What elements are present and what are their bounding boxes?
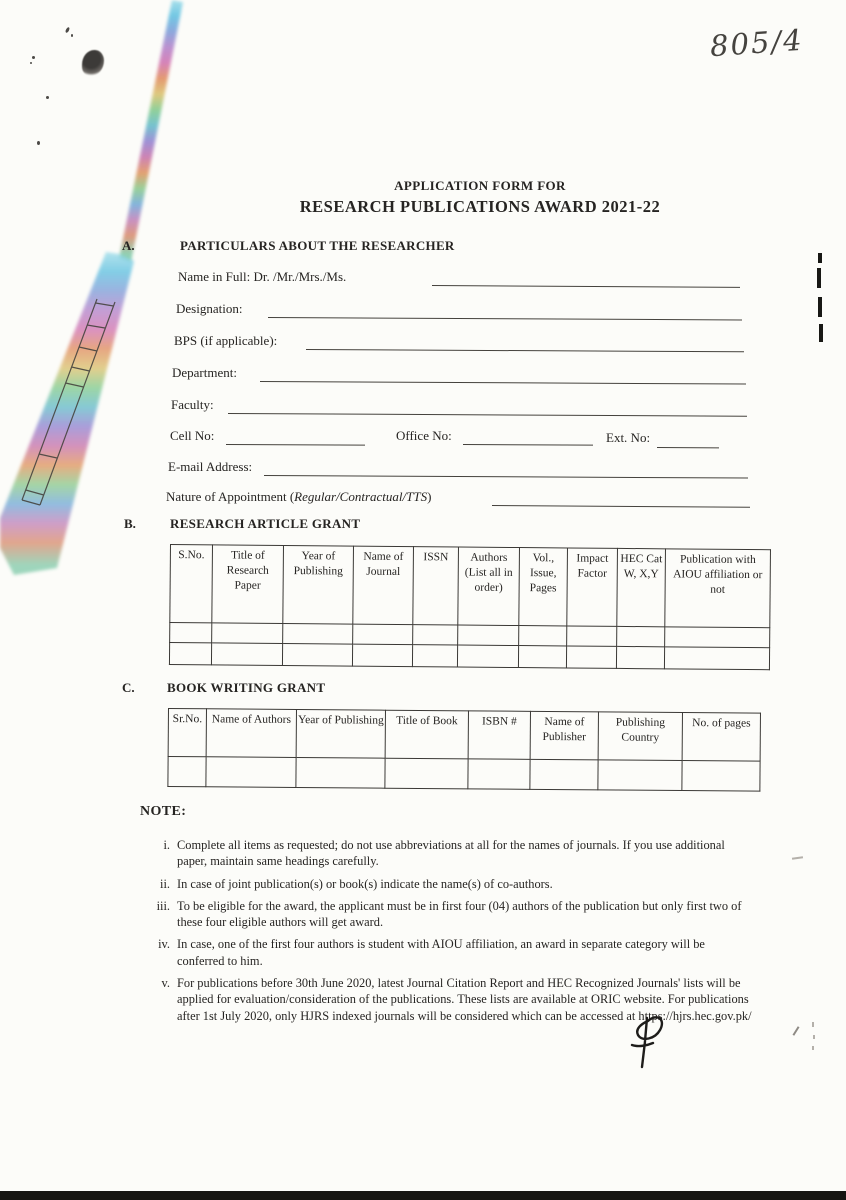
section-b-letter: B. <box>124 516 136 531</box>
field-label-name: Name in Full: Dr. /Mr./Mrs./Ms. <box>178 269 347 284</box>
column-header: Name of Journal <box>353 546 414 625</box>
appointment-prefix: Nature of Appointment ( <box>166 489 295 504</box>
table-header-row <box>168 709 760 762</box>
note-number: iv. <box>158 937 170 952</box>
table-row <box>168 757 760 792</box>
scan-speck <box>46 96 49 99</box>
note-text: In case of joint publication(s) or book(s) indicate the name(s) of co-authors. <box>177 876 553 891</box>
scanner-rainbow-streak-artifact <box>0 0 260 600</box>
field-label-designation: Designation: <box>176 301 243 316</box>
field-underline-faculty <box>228 412 747 417</box>
field-label-department: Department: <box>172 365 237 380</box>
column-header: Title of Book <box>385 710 468 759</box>
field-label-bps: BPS (if applicable): <box>174 333 278 348</box>
column-header: Publishing Country <box>598 712 682 761</box>
field-underline-designation <box>268 316 742 320</box>
scan-speck <box>32 56 35 59</box>
section-a-heading: PARTICULARS ABOUT THE RESEARCHER <box>180 238 455 253</box>
column-header: Year of Publishing <box>283 545 354 624</box>
column-header: Name of Authors <box>206 709 296 758</box>
column-header: Vol., Issue, Pages <box>519 548 568 626</box>
column-header: HEC Cat W, X,Y <box>617 548 666 626</box>
section-a-letter: A. <box>122 238 135 253</box>
column-header: Title of Research Paper <box>212 545 284 624</box>
note-text: In case, one of the first four authors is student with AIOU affiliation, an award in separate category will be conferred to him. <box>177 937 705 968</box>
note-item <box>148 936 752 969</box>
note-number: ii. <box>160 876 170 891</box>
column-header: ISBN # <box>468 711 530 759</box>
field-underline-department <box>260 380 746 385</box>
note-item <box>148 837 752 870</box>
form-title-line2: RESEARCH PUBLICATIONS AWARD 2021-22 <box>299 197 661 216</box>
column-header: Year of Publishing <box>296 710 385 759</box>
note-item <box>148 898 752 931</box>
notes-section <box>140 804 752 1030</box>
note-text: For publications before 30th June 2020, latest Journal Citation Report and HEC Recognized Journals' lists will be applied for evaluation/consideration of the publications. These lists are available at ORIC website. For publications after 1st July 2020, only HJRS indexed journals will be considered which can be accessed at https://hjrs.hec.gov.pk/ <box>177 976 752 1023</box>
faint-mark <box>812 1046 814 1050</box>
column-header: Publication with AIOU affiliation or not <box>665 549 771 628</box>
column-header: Sr.No. <box>168 709 206 757</box>
field-label-email: E-mail Address: <box>168 459 253 474</box>
faint-mark <box>813 1035 815 1039</box>
field-underline-bps <box>306 348 744 352</box>
scan-speck <box>37 141 40 145</box>
field-underline-name <box>432 284 740 288</box>
column-header: Authors (List all in order) <box>458 547 520 626</box>
field-label-faculty: Faculty: <box>171 397 214 412</box>
field-underline-appointment <box>492 504 750 508</box>
column-header: No. of pages <box>682 713 760 762</box>
research-article-grant-table <box>169 544 771 670</box>
note-text: To be eligible for the award, the applicant must be in first four (04) authors of the publication but only first two of these four eligible authors will get award. <box>177 898 742 930</box>
faint-mark <box>812 1022 814 1027</box>
field-label-ext: Ext. No: <box>606 430 651 445</box>
appointment-options: Regular/Contractual/TTS <box>294 489 428 504</box>
binding-mark <box>817 268 821 288</box>
appointment-suffix: ) <box>427 489 432 504</box>
binding-mark <box>818 253 822 263</box>
scan-speck <box>30 62 32 64</box>
column-header: S.No. <box>170 545 213 623</box>
table-header-row <box>170 545 771 628</box>
table-row <box>169 643 769 670</box>
book-writing-grant-table <box>167 708 761 792</box>
field-underline-office <box>463 443 593 446</box>
handwritten-signature-mark <box>612 1010 676 1076</box>
scan-edge-bar <box>0 1191 846 1200</box>
notes-heading: NOTE: <box>140 804 187 819</box>
form-title-line1: APPLICATION FORM FOR <box>394 178 566 193</box>
notes-list <box>140 837 752 1024</box>
field-label-appointment <box>166 489 431 505</box>
binding-mark <box>819 324 823 342</box>
section-c-heading: BOOK WRITING GRANT <box>167 680 326 695</box>
faint-mark <box>793 1026 800 1036</box>
note-text: Complete all items as requested; do not use abbreviations at all for the names of journals. If you use additional paper, maintain same headings carefully. <box>177 838 725 869</box>
column-header: Name of Publisher <box>530 711 598 760</box>
handwritten-page-number: 805/4 <box>708 22 805 64</box>
binding-mark <box>818 297 822 317</box>
field-label-office: Office No: <box>396 428 452 443</box>
field-underline-email <box>264 474 748 479</box>
field-underline-ext <box>657 446 719 448</box>
faint-mark <box>792 856 803 860</box>
scan-speck <box>71 34 73 37</box>
section-c-letter: C. <box>122 680 135 695</box>
column-header: ISSN <box>413 547 459 625</box>
note-number: v. <box>161 976 170 991</box>
note-item <box>148 876 752 892</box>
note-number: i. <box>163 838 170 852</box>
field-label-cell: Cell No: <box>170 428 215 443</box>
column-header: Impact Factor <box>567 548 618 626</box>
section-b-heading: RESEARCH ARTICLE GRANT <box>170 516 361 531</box>
note-number: iii. <box>156 898 170 913</box>
